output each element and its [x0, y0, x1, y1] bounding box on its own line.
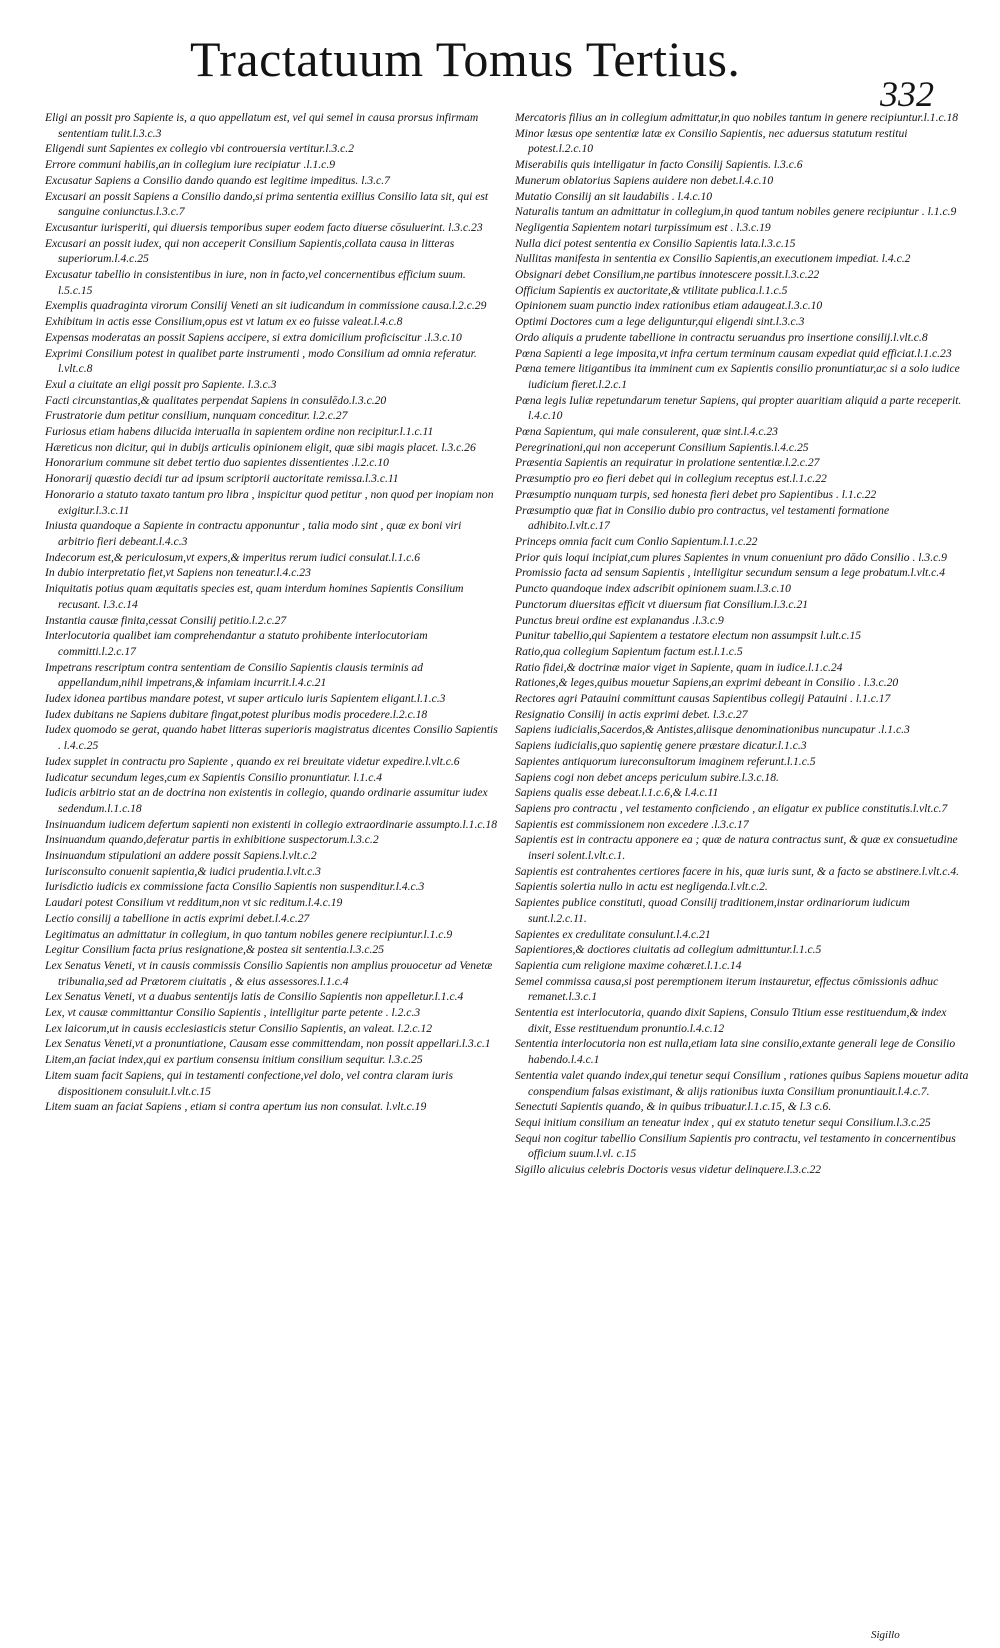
- index-entry: Resignatio Consilij in actis exprimi debet. l.3.c.27: [515, 707, 748, 721]
- index-entry: Lex Senatus Veneti, vt a duabus sententijs latis de Consilio Sapientis non appelletur.l.1.c.4: [45, 990, 464, 1004]
- index-entry: Pœna legis Iuliæ repetundarum tenetur Sapiens, qui propter auaritiam aliquid a parte receperit. l.4.c.10: [515, 393, 962, 423]
- index-entry: Negligentia Sapientem notari turpissimum est . l.3.c.19: [515, 220, 771, 234]
- index-entry: Iudex dubitans ne Sapiens dubitare fingat,potest pluribus modis procedere.l.2.c.18: [45, 707, 428, 721]
- index-entry: Sententia valet quando index,qui tenetur sequi Consilium , rationes quibus Sapiens mouetur adita conspendium falsas existimant, & alijs rationibus iuxta Consilium pronuntiauit.l.4.c.7.: [515, 1068, 969, 1098]
- index-entry: Litem suam facit Sapiens, qui in testamenti confectione,vel dolo, vel contra claram iuris dispositionem consuluit.l.vlt.c.15: [45, 1068, 453, 1098]
- index-entry: Insinuandum quando,deferatur partis in exhibitione suspectorum.l.3.c.2: [45, 833, 379, 847]
- index-entry: Furiosus etiam habens dilucida interualla in sapientem ordine non recipitur.l.1.c.11: [45, 425, 434, 439]
- index-entry: Miserabilis quis intelligatur in facto Consilij Sapientis. l.3.c.6: [515, 158, 803, 172]
- index-entry: Expensas moderatas an possit Sapiens accipere, si extra domicilium proficiscitur .l.3.c.10: [45, 330, 462, 344]
- index-entry: Sapientiores,& doctiores ciuitatis ad collegium admittuntur.l.1.c.5: [515, 943, 822, 957]
- index-entry: Sapientes publice constituti, quoad Consilij traditionem,instar ordinariorum iudicum sunt.l.2.c.11.: [515, 896, 910, 925]
- index-entry: Facti circunstantias,& qualitates perpendat Sapiens in consulēdo.l.3.c.20: [45, 393, 387, 407]
- index-entry: Laudari potest Consilium vt redditum,non vt sic reditum.l.4.c.19: [45, 896, 343, 910]
- index-entry: Pœna Sapienti a lege imposita,vt infra certum terminum causam expediat quid efficiat.l.1.c.23: [515, 346, 952, 360]
- index-entry: Nulla dici potest sententia ex Consilio Sapientis lata.l.3.c.15: [515, 236, 796, 250]
- index-entry: Iurisdictio iudicis ex commissione facta Consilio Sapientis non suspenditur.l.4.c.3: [45, 880, 425, 894]
- index-entry: Interlocutoria qualibet iam comprehendantur a statuto prohibente interlocutoriam committi.l.2.c.17: [45, 629, 428, 658]
- index-entry: Honorarium commune sit debet tertio duo sapientes dissentientes .l.2.c.10: [45, 456, 389, 470]
- index-entry: Insinuandum stipulationi an addere possit Sapiens.l.vlt.c.2: [45, 849, 317, 863]
- index-entry: Legitur Consilium facta prius resignatione,& postea sit sententia.l.3.c.25: [45, 943, 385, 957]
- index-entry: Exhibitum in actis esse Consilium,opus est vt latum ex eo fuisse valeat.l.4.c.8: [45, 315, 403, 329]
- index-entry: Iudex idonea partibus mandare potest, vt super articulo iuris Sapientem eligant.l.1.c.3: [45, 692, 446, 706]
- index-entry: Officium Sapientis ex auctoritate,& vtilitate publica.l.1.c.5: [515, 283, 788, 297]
- index-entry: Excusari an possit Sapiens a Consilio dando,si prima sententia exillius Consilio lata sit, qui est sanguine coniunctus.l.3.c.7: [45, 189, 489, 219]
- index-entry: Sententia est interlocutoria, quando dixit Sapiens, Consulo Titium esse restituendum,& index dixit, Esse restituendum pronuntio.l.4.c.12: [515, 1006, 947, 1035]
- index-entry: Mercatoris filius an in collegium admittatur,in quo nobiles tantum in genere recipiuntur.l.1.c.18: [515, 111, 959, 124]
- index-entry: Lectio consilij a tabellione in actis exprimi debet.l.4.c.27: [45, 911, 310, 925]
- index-entry: Pœna Sapientum, qui male consulerent, quæ sint.l.4.c.23: [515, 425, 778, 439]
- catchword: Sigillo: [871, 1629, 900, 1641]
- index-entry: Ratio fidei,& doctrinæ maior viget in Sapiente, quam in iudice.l.1.c.24: [515, 660, 843, 674]
- index-entry: Sigillo alicuius celebris Doctoris vesus videtur delinquere.l.3.c.22: [515, 1163, 822, 1177]
- index-entry: Munerum oblatorius Sapiens auidere non debet.l.4.c.10: [515, 173, 774, 187]
- index-entry: Præsentia Sapientis an requiratur in prolatione sententiæ.l.2.c.27: [515, 456, 820, 470]
- index-column-right: [515, 110, 970, 1178]
- index-entry: Litem,an faciat index,qui ex partium consensu initium consilium sequitur. l.3.c.25: [45, 1053, 423, 1067]
- index-entry: Eligi an possit pro Sapiente is, a quo appellatum est, vel qui semel in causa prorsus infirmam sententiam tulit.l.3.c.3: [45, 111, 479, 140]
- index-entry: Excusari an possit iudex, qui non acceperit Consilium Sapientis,collata causa in litteras superiorum.l.4.c.25: [45, 236, 455, 266]
- index-entry: Sapiens qualis esse debeat.l.1.c.6,& l.4.c.11: [515, 786, 719, 800]
- index-entry: Senectuti Sapientis quando, & in quibus tribuatur.l.1.c.15, & l.3 c.6.: [515, 1100, 832, 1114]
- index-entry: Honorario a statuto taxato tantum pro libra , inspicitur quod petitur , non quod per inopiam non exigitur.l.3.c.11: [45, 487, 494, 517]
- index-entry: Ratio,qua collegium Sapientum factum est.l.1.c.5: [515, 644, 743, 658]
- index-entry: Obsignari debet Consilium,ne partibus innotescere possit.l.3.c.22: [515, 268, 820, 282]
- index-entry: Opinionem suam punctio index rationibus etiam adaugeat.l.3.c.10: [515, 299, 823, 313]
- index-entry: Iniusta quandoque a Sapiente in contractu apponuntur , talia modo sint , quæ ex boni viri arbitrio fieri debeant.l.4.c.3: [45, 519, 462, 548]
- index-entry: Exul a ciuitate an eligi possit pro Sapiente. l.3.c.3: [45, 377, 277, 391]
- index-entry: Sapientis est contrahentes certiores facere in his, quæ iuris sunt, & a facto se abstinere.l.vlt.c.4.: [515, 864, 960, 878]
- index-entry: Rectores agri Patauini committunt causas Sapientibus collegij Patauini . l.1.c.17: [515, 692, 891, 706]
- index-entry: Pœna temere litigantibus ita imminent cum ex Sapientis consilio pronuntiatur,ac si a solo iudice iudicium fieret.l.2.c.1: [515, 362, 960, 391]
- index-entry: Sapientis est commissionem non excedere .l.3.c.17: [515, 817, 749, 831]
- index-entry: Instantia causæ finita,cessat Consilij petitio.l.2.c.27: [45, 613, 287, 627]
- index-entry: Exemplis quadraginta virorum Consilij Veneti an sit iudicandum in commissione causa.l.2.c.29: [45, 299, 487, 313]
- index-entry: Præsumptio nunquam turpis, sed honesta fieri debet pro Sapientibus . l.1.c.22: [515, 487, 877, 501]
- index-entry: Excusantur iurisperiti, qui diuersis temporibus super eodem facto diuerse cōsuluerint. l.3.c.23: [45, 220, 483, 234]
- index-entry: Excusatur tabellio in consistentibus in iure, non in facto,vel concernentibus efficium suum. l.5.c.15: [45, 268, 466, 297]
- index-entry: Iurisconsulto conuenit sapientia,& iudici prudentia.l.vlt.c.3: [45, 864, 321, 878]
- index-entry: Exprimi Consilium potest in qualibet parte instrumenti , modo Consilium ad omnia referatur. l.vlt.c.8: [45, 346, 477, 376]
- index-entry: Nullitas manifesta in sententia ex Consilio Sapientis,an executionem impediat. l.4.c.2: [515, 252, 911, 266]
- index-entry: Sapientis est in contractu apponere ea ; quæ de natura contractus sunt, & quæ ex consuetudine inseri solent.l.vlt.c.1.: [515, 833, 958, 863]
- index-column-left: [45, 110, 500, 1115]
- index-entry: In dubio interpretatio fiet,vt Sapiens non teneatur.l.4.c.23: [45, 566, 311, 580]
- index-entry: Semel commissa causa,si post peremptionem iterum instauretur, effectus cōmissionis adhuc remanet.l.3.c.1: [515, 974, 939, 1004]
- index-entry: Peregrinationi,qui non acceperunt Consilium Sapientis.l.4.c.25: [515, 440, 809, 454]
- index-entry: Indecorum est,& periculosum,vt expers,& imperitus rerum iudici consulat.l.1.c.6: [45, 550, 421, 564]
- index-entry: Sapiens iudicialis,Sacerdos,& Antistes,aliisque denominationibus nuncupatur .l.1.c.3: [515, 723, 910, 737]
- index-entry: Lex laicorum,ut in causis ecclesiasticis stetur Consilio Sapientis, an valeat. l.2.c.12: [45, 1021, 433, 1035]
- index-entry: Sapientis solertia nullo in actu est negligenda.l.vlt.c.2.: [515, 880, 768, 894]
- index-entry: Princeps omnia facit cum Conlio Sapientum.l.1.c.22: [515, 534, 758, 548]
- index-entry: Iudex supplet in contractu pro Sapiente , quando ex rei breuitate videtur expedire.l.vlt.c.6: [45, 754, 460, 768]
- index-entry: Sapientes ex credulitate consulunt.l.4.c.21: [515, 927, 711, 941]
- index-entry: Lex, vt causæ committantur Consilio Sapientis , intelligitur parte petente . l.2.c.3: [45, 1006, 421, 1020]
- index-entry: Iniquitatis potius quam æquitatis species est, quam interdum homines Sapientis Consilium recusant. l.3.c.14: [45, 582, 464, 611]
- index-entry: Iudicis arbitrio stat an de doctrina non existentis in collegio, quando ordinarie assumitur iudex sedendum.l.1.c.18: [45, 786, 488, 815]
- index-entry: Rationes,& leges,quibus mouetur Sapiens,an exprimi debeant in Consilio . l.3.c.20: [515, 676, 899, 690]
- index-entry: Eligendi sunt Sapientes ex collegio vbi controuersia vertitur.l.3.c.2: [45, 142, 354, 156]
- index-entry: Sapiens pro contractu , vel testamento conficiendo , an eligatur ex publice constitutis.l.vlt.c.7: [515, 801, 948, 815]
- index-entry: Sententia interlocutoria non est nulla,etiam lata sine consilio,extante generali lege de Consilio habendo.l.4.c.1: [515, 1037, 956, 1067]
- index-entry: Promissio facta ad sensum Sapientis , intelligitur secundum sensum a lege probatum.l.vlt.c.4: [515, 566, 946, 580]
- index-entry: Prior quis loqui incipiat,cum plures Sapientes in vnum conueniunt pro dādo Consilio . l.3.c.9: [515, 550, 947, 564]
- index-entry: Sapiens iudicialis,quo sapientię genere præstare dicatur.l.1.c.3: [515, 739, 807, 753]
- index-entry: Naturalis tantum an admittatur in collegium,in quod tantum nobiles genere recipiuntur . l.1.c.9: [515, 205, 957, 219]
- index-entry: Ordo aliquis a prudente tabellione in contractu seruandus pro insertione consilij.l.vlt.c.8: [515, 330, 928, 344]
- index-entry: Impetrans rescriptum contra sententiam de Consilio Sapientis clausis terminis ad appellandum,nihil impetrans,& infamiam incurrit.l.4.c.21: [45, 660, 423, 690]
- index-entry: Punctus breui ordine est explanandus .l.3.c.9: [515, 613, 724, 627]
- index-entry: Sequi non cogitur tabellio Consilium Sapientis pro contractu, vel testamento in concernentibus officium suum.l.vl. c.15: [515, 1131, 956, 1161]
- index-entry: Sapientes antiquorum iureconsultorum imaginem referunt.l.1.c.5: [515, 754, 816, 768]
- index-entry: Punctorum diuersitas efficit vt diuersum fiat Consilium.l.3.c.21: [515, 597, 809, 611]
- index-entry: Minor læsus ope sententiæ latæ ex Consilio Sapientis, nec aduersus statutum restitui potest.l.2.c.10: [515, 126, 908, 156]
- index-entry: Puncto quandoque index adscribit opinionem suam.l.3.c.10: [515, 582, 791, 596]
- index-entry: Iudicatur secundum leges,cum ex Sapientis Consilio pronuntiatur. l.1.c.4: [45, 770, 383, 784]
- index-entry: Insinuandum iudicem defertum sapienti non existenti in collegio extraordinarie assumpto.l.1.c.18: [45, 817, 497, 831]
- index-entry: Optimi Doctores cum a lege deliguntur,qui eligendi sint.l.3.c.3: [515, 315, 805, 329]
- index-entry: Sequi initium consilium an teneatur index , qui ex statuto tenetur sequi Consilium.l.3.c.25: [515, 1116, 931, 1129]
- index-entry: Sapientia cum religione maxime cohæret.l.1.c.14: [515, 958, 742, 972]
- index-entry: Legitimatus an admittatur in collegium, in quo tantum nobiles genere recipiuntur.l.1.c.9: [45, 927, 453, 941]
- index-entry: Mutatio Consilij an sit laudabilis . l.4.c.10: [515, 189, 713, 203]
- page-title: Tractatuum Tomus Tertius.: [190, 31, 741, 87]
- index-entry: Hæreticus non dicitur, qui in dubijs articulis opinionem eligit, quæ sibi magis placet. l.3.c.26: [45, 440, 476, 454]
- index-entry: Litem suam an faciat Sapiens , etiam si contra apertum ius non consulat. l.vlt.c.19: [45, 1100, 427, 1114]
- index-entry: Præsumptio quæ fiat in Consilio dubio pro contractus, vel testamenti formatione adhibito.l.vlt.c.17: [515, 503, 890, 533]
- index-entry: Punitur tabellio,qui Sapientem a testatore electum non assumpsit l.ult.c.15: [515, 629, 862, 643]
- page-number: 332: [880, 74, 934, 114]
- index-entry: Frustratorie dum petitur consilium, nunquam conceditur. l.2.c.27: [45, 409, 348, 423]
- index-entry: Præsumptio pro eo fieri debet qui in collegium receptus est.l.1.c.22: [515, 472, 827, 486]
- index-entry: Lex Senatus Veneti,vt a pronuntiatione, Causam esse committendam, non possit appellari.l.3.c.1: [45, 1037, 491, 1051]
- index-entry: Lex Senatus Veneti, vt in causis commissis Consilio Sapientis non amplius prouocetur ad Venetæ tribunalia,sed ad Prætorem ciuitatis , & eius assessores.l.1.c.4: [45, 958, 493, 988]
- index-entry: Iudex quomodo se gerat, quando habet litteras superioris magistratus dicentes Consilio Sapientis . l.4.c.25: [45, 723, 498, 753]
- index-entry: Errore communi habilis,an in collegium iure recipiatur .l.1.c.9: [45, 158, 336, 172]
- index-entry: Honorarij quæstio decidi tur ad ipsum scriptorii auctoritate remissa.l.3.c.11: [45, 472, 399, 486]
- index-entry: Excusatur Sapiens a Consilio dando quando est legitime impeditus. l.3.c.7: [45, 173, 390, 187]
- index-entry: Sapiens cogi non debet anceps periculum subire.l.3.c.18.: [515, 770, 779, 784]
